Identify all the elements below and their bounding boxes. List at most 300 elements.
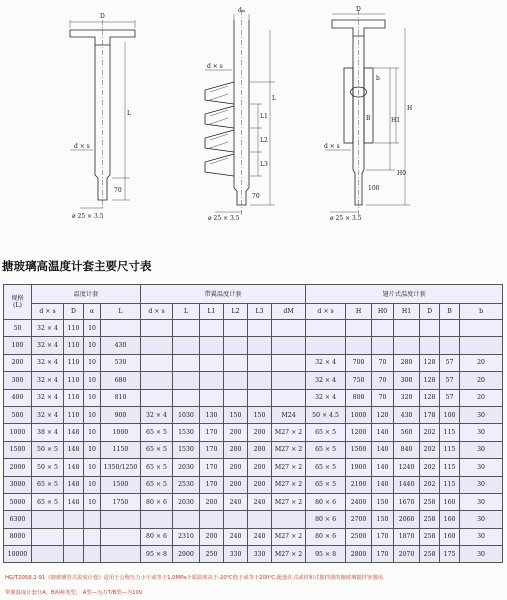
table-cell — [101, 320, 141, 337]
table-cell — [272, 372, 306, 389]
table-cell: 32 × 4 — [32, 354, 64, 371]
table-cell: 1000 — [101, 424, 141, 441]
table-cell — [141, 511, 173, 528]
table-cell: 150 — [372, 493, 394, 510]
table-cell: 1500 — [101, 476, 141, 493]
table-cell: 1500 — [346, 441, 372, 458]
table-cell: 115 — [440, 441, 460, 458]
table-cell: 258 — [420, 546, 440, 563]
type-note: 带翼温度计套分A、B两种类型， A型—为万T/B型—为10V — [5, 590, 143, 596]
table-cell: 170 — [372, 546, 394, 563]
col-header-c-2: H0 — [372, 304, 394, 320]
left-sleeve-drawing — [70, 20, 135, 210]
table-cell — [200, 354, 224, 371]
table-cell: 300 — [394, 372, 420, 389]
table-cell — [248, 354, 272, 371]
group-header-finned: 翅片式温度计套 — [306, 285, 503, 304]
table-row — [4, 406, 503, 423]
table-cell: 280 — [394, 354, 420, 371]
table-cell: 65 × 5 — [32, 476, 64, 493]
table-cell: 2060 — [394, 511, 420, 528]
table-cell: 32 × 4 — [32, 406, 64, 423]
table-cell: 10 — [84, 354, 101, 371]
table-spec-cell: 300 — [4, 372, 32, 389]
table-cell: 1530 — [173, 441, 200, 458]
table-cell — [224, 320, 248, 337]
middle-dim-l3: L3 — [260, 161, 268, 168]
table-cell: 1530 — [173, 424, 200, 441]
col-header-c-5: B — [440, 304, 460, 320]
table-cell — [173, 372, 200, 389]
table-cell: 110 — [64, 320, 84, 337]
table-cell: 70 — [372, 372, 394, 389]
table-cell: 1870 — [394, 528, 420, 545]
table-cell: 200 — [200, 493, 224, 510]
table-cell — [460, 337, 503, 354]
table-cell: 32 × 4 — [32, 337, 64, 354]
table-cell: 1200 — [346, 424, 372, 441]
table-cell: 2500 — [346, 528, 372, 545]
table-cell: 110 — [64, 372, 84, 389]
table-cell: 80 × 6 — [306, 528, 346, 545]
table-cell: 1000 — [346, 406, 372, 423]
table-cell — [224, 511, 248, 528]
middle-dim-l1: L1 — [260, 113, 268, 120]
table-spec-cell: 1000 — [4, 424, 32, 441]
table-cell: 140 — [372, 441, 394, 458]
table-cell: 258 — [420, 493, 440, 510]
standard-note: HG/T2058.2-91《搪玻璃管式温度计套》适用于公称压力小于或等于1.0MPa介质温度高于-20℃低于或等于200℃,配套在式或衬和式搅拌器的搪玻璃搅拌容器用. — [5, 575, 385, 581]
spec-header-text: 规格 (L) — [11, 295, 24, 309]
table-cell: 30 — [460, 493, 503, 510]
table-cell — [64, 528, 84, 545]
table-cell — [224, 389, 248, 406]
table-cell: 140 — [372, 476, 394, 493]
table-cell: 200 — [224, 424, 248, 441]
table-cell: 32 × 4 — [306, 389, 346, 406]
table-cell: M27 × 2 — [272, 424, 306, 441]
technical-drawings — [0, 0, 507, 250]
table-cell: M27 × 2 — [272, 493, 306, 510]
table-cell — [440, 337, 460, 354]
table-cell — [248, 372, 272, 389]
table-cell — [64, 511, 84, 528]
table-cell: 10 — [84, 441, 101, 458]
table-cell — [141, 320, 173, 337]
table-cell: 110 — [64, 406, 84, 423]
table-cell: 240 — [224, 528, 248, 545]
middle-dim-stem: d × s — [207, 63, 223, 70]
table-cell: 80 × 6 — [141, 528, 173, 545]
table-cell: 1440 — [394, 476, 420, 493]
table-cell: 50 × 5 — [32, 441, 64, 458]
table-cell: 170 — [200, 424, 224, 441]
table-cell: 20 — [460, 354, 503, 371]
col-header-c-0: d × s — [306, 304, 346, 320]
table-row — [4, 493, 503, 510]
left-dim-length: L — [127, 110, 131, 117]
table-row — [4, 476, 503, 493]
table-cell: 530 — [101, 354, 141, 371]
table-cell: 200 — [224, 476, 248, 493]
table-cell: 57 — [440, 372, 460, 389]
table-cell: 115 — [440, 424, 460, 441]
table-cell: 10 — [84, 372, 101, 389]
table-cell — [248, 337, 272, 354]
table-cell — [32, 546, 64, 563]
table-cell: 148 — [64, 424, 84, 441]
middle-dim-l2: L2 — [260, 137, 268, 144]
table-cell: 240 — [248, 493, 272, 510]
col-header-c-3: H1 — [394, 304, 420, 320]
table-cell: 1670 — [394, 493, 420, 510]
table-cell: 120 — [372, 406, 394, 423]
table-cell: M27 × 2 — [272, 476, 306, 493]
table-cell — [200, 337, 224, 354]
table-cell: 200 — [248, 424, 272, 441]
table-cell — [84, 546, 101, 563]
table-cell — [272, 511, 306, 528]
table-row — [4, 441, 503, 458]
table-cell: 110 — [64, 389, 84, 406]
table-cell: 65 × 5 — [306, 459, 346, 476]
table-cell: 170 — [200, 476, 224, 493]
table-cell: 32 × 4 — [32, 372, 64, 389]
table-cell: 65 × 5 — [306, 424, 346, 441]
table-cell: 110 — [64, 354, 84, 371]
table-row — [4, 320, 503, 337]
table-cell: 560 — [394, 424, 420, 441]
table-row — [4, 389, 503, 406]
table-cell: 330 — [224, 546, 248, 563]
table-cell — [84, 511, 101, 528]
table-cell — [200, 511, 224, 528]
table-spec-cell: 10000 — [4, 546, 32, 563]
table-cell: 2800 — [346, 546, 372, 563]
table-cell: 258 — [420, 511, 440, 528]
table-cell: 320 — [394, 389, 420, 406]
subheader-row — [4, 304, 503, 320]
table-row — [4, 528, 503, 545]
table-cell: 128 — [420, 389, 440, 406]
page-title: 搪玻璃高温度计套主要尺寸表 — [2, 259, 152, 273]
table-spec-cell: 2000 — [4, 459, 32, 476]
table-cell — [64, 546, 84, 563]
table-cell: 148 — [64, 493, 84, 510]
table-cell: 65 × 5 — [141, 476, 173, 493]
table-cell: 20 — [460, 372, 503, 389]
table-cell: 80 × 6 — [306, 511, 346, 528]
table-body — [4, 320, 503, 563]
table-cell: 170 — [372, 528, 394, 545]
table-cell: 700 — [346, 354, 372, 371]
table-cell: 32 × 4 — [141, 406, 173, 423]
table-cell: 57 — [440, 389, 460, 406]
table-cell — [272, 320, 306, 337]
table-cell: 430 — [101, 337, 141, 354]
table-cell: 2030 — [173, 493, 200, 510]
table-cell: 150 — [372, 511, 394, 528]
col-header-b-2: L1 — [200, 304, 224, 320]
table-cell — [32, 528, 64, 545]
col-header-c-4: D — [420, 304, 440, 320]
table-cell: 330 — [248, 546, 272, 563]
table-cell — [248, 389, 272, 406]
table-cell: 10 — [84, 320, 101, 337]
table-cell — [101, 528, 141, 545]
table-cell — [173, 354, 200, 371]
table-cell: 100 — [440, 406, 460, 423]
table-cell: 1900 — [346, 459, 372, 476]
table-cell: 1150 — [101, 441, 141, 458]
table-cell — [173, 389, 200, 406]
table-cell: 148 — [64, 441, 84, 458]
dimension-table-wrap — [3, 284, 502, 563]
table-cell — [272, 337, 306, 354]
table-row — [4, 337, 503, 354]
table-cell — [372, 320, 394, 337]
table-spec-cell: 400 — [4, 389, 32, 406]
table-cell: 1750 — [101, 493, 141, 510]
middle-dim-tip: 70 — [252, 193, 260, 200]
spec-header — [4, 285, 32, 320]
table-cell: 160 — [440, 511, 460, 528]
table-cell — [141, 337, 173, 354]
table-spec-cell: 8000 — [4, 528, 32, 545]
table-cell: 430 — [394, 406, 420, 423]
table-cell: 130 — [200, 406, 224, 423]
right-dim-stem: d × s — [324, 143, 340, 150]
middle-dim-length: L — [272, 95, 276, 102]
table-cell — [272, 354, 306, 371]
table-row — [4, 459, 503, 476]
right-dim-h1: H1 — [391, 117, 401, 124]
table-cell: 30 — [460, 476, 503, 493]
table-spec-cell: 6300 — [4, 511, 32, 528]
table-cell — [173, 337, 200, 354]
table-cell: 70 — [372, 389, 394, 406]
table-cell: 30 — [460, 511, 503, 528]
table-cell: 20 — [460, 389, 503, 406]
col-header-b-3: L2 — [224, 304, 248, 320]
table-cell: 2900 — [173, 546, 200, 563]
table-cell: 30 — [460, 528, 503, 545]
table-cell: 65 × 5 — [141, 441, 173, 458]
table-cell — [224, 337, 248, 354]
table-cell — [84, 528, 101, 545]
table-cell: 200 — [248, 476, 272, 493]
table-cell: 110 — [64, 337, 84, 354]
table-cell: 70 — [372, 354, 394, 371]
table-cell: 65 × 5 — [306, 441, 346, 458]
table-cell: 200 — [200, 528, 224, 545]
col-header-c-6: b — [460, 304, 503, 320]
right-dim-h0: H0 — [397, 170, 407, 177]
table-cell: 140 — [372, 459, 394, 476]
table-row — [4, 424, 503, 441]
middle-dim-top: dₘ — [238, 7, 246, 14]
table-cell: 175 — [440, 546, 460, 563]
table-cell: 2400 — [346, 493, 372, 510]
table-cell: 115 — [440, 459, 460, 476]
table-cell — [394, 337, 420, 354]
right-dim-b: b — [376, 75, 380, 82]
table-cell — [372, 337, 394, 354]
table-cell: 80 × 6 — [306, 493, 346, 510]
col-header-b-4: L3 — [248, 304, 272, 320]
table-cell — [346, 337, 372, 354]
table-cell — [224, 354, 248, 371]
table-spec-cell: 200 — [4, 354, 32, 371]
drawings-svg — [0, 0, 507, 250]
table-cell: 202 — [420, 459, 440, 476]
table-cell — [248, 511, 272, 528]
table-cell: 1240 — [394, 459, 420, 476]
table-cell: 148 — [64, 459, 84, 476]
table-cell — [200, 389, 224, 406]
table-cell: 10 — [84, 406, 101, 423]
left-dim-bottom: ø 25 × 3.5 — [72, 213, 104, 220]
table-cell: 115 — [440, 476, 460, 493]
table-cell — [173, 320, 200, 337]
table-cell — [440, 320, 460, 337]
table-cell: M27 × 2 — [272, 528, 306, 545]
table-row — [4, 372, 503, 389]
left-dim-tip: 70 — [114, 187, 122, 194]
table-cell — [101, 511, 141, 528]
table-cell: 65 × 5 — [306, 476, 346, 493]
table-spec-cell: 3000 — [4, 476, 32, 493]
table-cell: 50 × 5 — [32, 459, 64, 476]
table-cell — [173, 511, 200, 528]
table-cell: 840 — [394, 441, 420, 458]
table-cell: 30 — [460, 441, 503, 458]
table-cell: 10 — [84, 424, 101, 441]
table-cell: M24 — [272, 406, 306, 423]
table-row — [4, 354, 503, 371]
table-cell — [32, 511, 64, 528]
col-header-a-1: D — [64, 304, 84, 320]
table-cell: 10 — [84, 389, 101, 406]
table-cell: M27 × 2 — [272, 441, 306, 458]
table-cell: 10 — [84, 459, 101, 476]
table-row — [4, 511, 503, 528]
table-cell — [101, 546, 141, 563]
table-cell: 30 — [460, 424, 503, 441]
table-cell — [200, 372, 224, 389]
table-cell: M27 × 2 — [272, 459, 306, 476]
table-cell: 38 × 4 — [32, 424, 64, 441]
table-cell: 2700 — [346, 511, 372, 528]
table-cell: 32 × 4 — [306, 372, 346, 389]
table-cell: M27 × 2 — [272, 546, 306, 563]
table-cell: 30 — [460, 406, 503, 423]
table-cell: 32 × 4 — [32, 389, 64, 406]
table-cell: 810 — [101, 389, 141, 406]
right-dim-tip: 100 — [368, 185, 380, 192]
table-cell: 200 — [248, 459, 272, 476]
table-cell — [460, 320, 503, 337]
group-header-winged: 带翼温度计套 — [141, 285, 306, 304]
table-cell: 150 — [248, 406, 272, 423]
table-cell — [141, 372, 173, 389]
table-cell: 900 — [101, 406, 141, 423]
table-cell: 240 — [248, 528, 272, 545]
right-dim-bb: B — [366, 115, 371, 122]
table-cell — [248, 320, 272, 337]
table-cell: 200 — [224, 459, 248, 476]
table-cell: 2530 — [173, 476, 200, 493]
table-spec-cell: 5000 — [4, 493, 32, 510]
table-cell: 57 — [440, 354, 460, 371]
table-spec-cell: 50 — [4, 320, 32, 337]
table-cell — [200, 320, 224, 337]
table-cell — [141, 389, 173, 406]
table-cell: 202 — [420, 424, 440, 441]
right-dim-bottom: ø 25 × 3.5 — [330, 215, 362, 222]
col-header-b-1: L — [173, 304, 200, 320]
table-row — [4, 546, 503, 563]
col-header-b-5: dM — [272, 304, 306, 320]
table-cell — [272, 389, 306, 406]
table-cell — [420, 320, 440, 337]
table-cell: 80 × 6 — [141, 493, 173, 510]
table-cell: 202 — [420, 476, 440, 493]
col-header-a-0: d × s — [32, 304, 64, 320]
col-header-b-0: d × s — [141, 304, 173, 320]
table-cell: 140 — [372, 424, 394, 441]
table-cell: 95 × 8 — [141, 546, 173, 563]
table-cell: 10 — [84, 337, 101, 354]
table-cell: 50 × 4.5 — [306, 406, 346, 423]
table-cell: 680 — [101, 372, 141, 389]
table-cell: 128 — [420, 354, 440, 371]
table-cell: 65 × 5 — [141, 459, 173, 476]
table-cell — [346, 320, 372, 337]
col-header-a-2: α — [84, 304, 101, 320]
table-cell: 32 × 4 — [306, 354, 346, 371]
table-cell: 258 — [420, 528, 440, 545]
table-cell: 10 — [84, 493, 101, 510]
table-cell: 202 — [420, 441, 440, 458]
table-cell: 95 × 8 — [306, 546, 346, 563]
table-cell: 200 — [248, 441, 272, 458]
table-cell: 10 — [84, 476, 101, 493]
table-cell: 2310 — [173, 528, 200, 545]
table-cell — [420, 337, 440, 354]
table-cell — [224, 372, 248, 389]
table-cell: 170 — [200, 459, 224, 476]
table-cell — [394, 320, 420, 337]
table-cell: 148 — [64, 476, 84, 493]
table-cell: 128 — [420, 372, 440, 389]
table-cell: 160 — [440, 493, 460, 510]
left-dim-stem: d × s — [74, 143, 90, 150]
table-cell: 240 — [224, 493, 248, 510]
table-cell — [306, 320, 346, 337]
dimension-table — [3, 284, 503, 563]
table-cell: 65 × 5 — [141, 424, 173, 441]
table-spec-cell: 100 — [4, 337, 32, 354]
right-dim-top: D — [356, 6, 361, 13]
table-cell: 750 — [346, 372, 372, 389]
table-cell: 30 — [460, 546, 503, 563]
table-cell: 1030 — [173, 406, 200, 423]
table-cell: 65 × 5 — [32, 493, 64, 510]
table-cell: 170 — [200, 441, 224, 458]
table-cell: 2100 — [346, 476, 372, 493]
col-header-a-3: L — [101, 304, 141, 320]
